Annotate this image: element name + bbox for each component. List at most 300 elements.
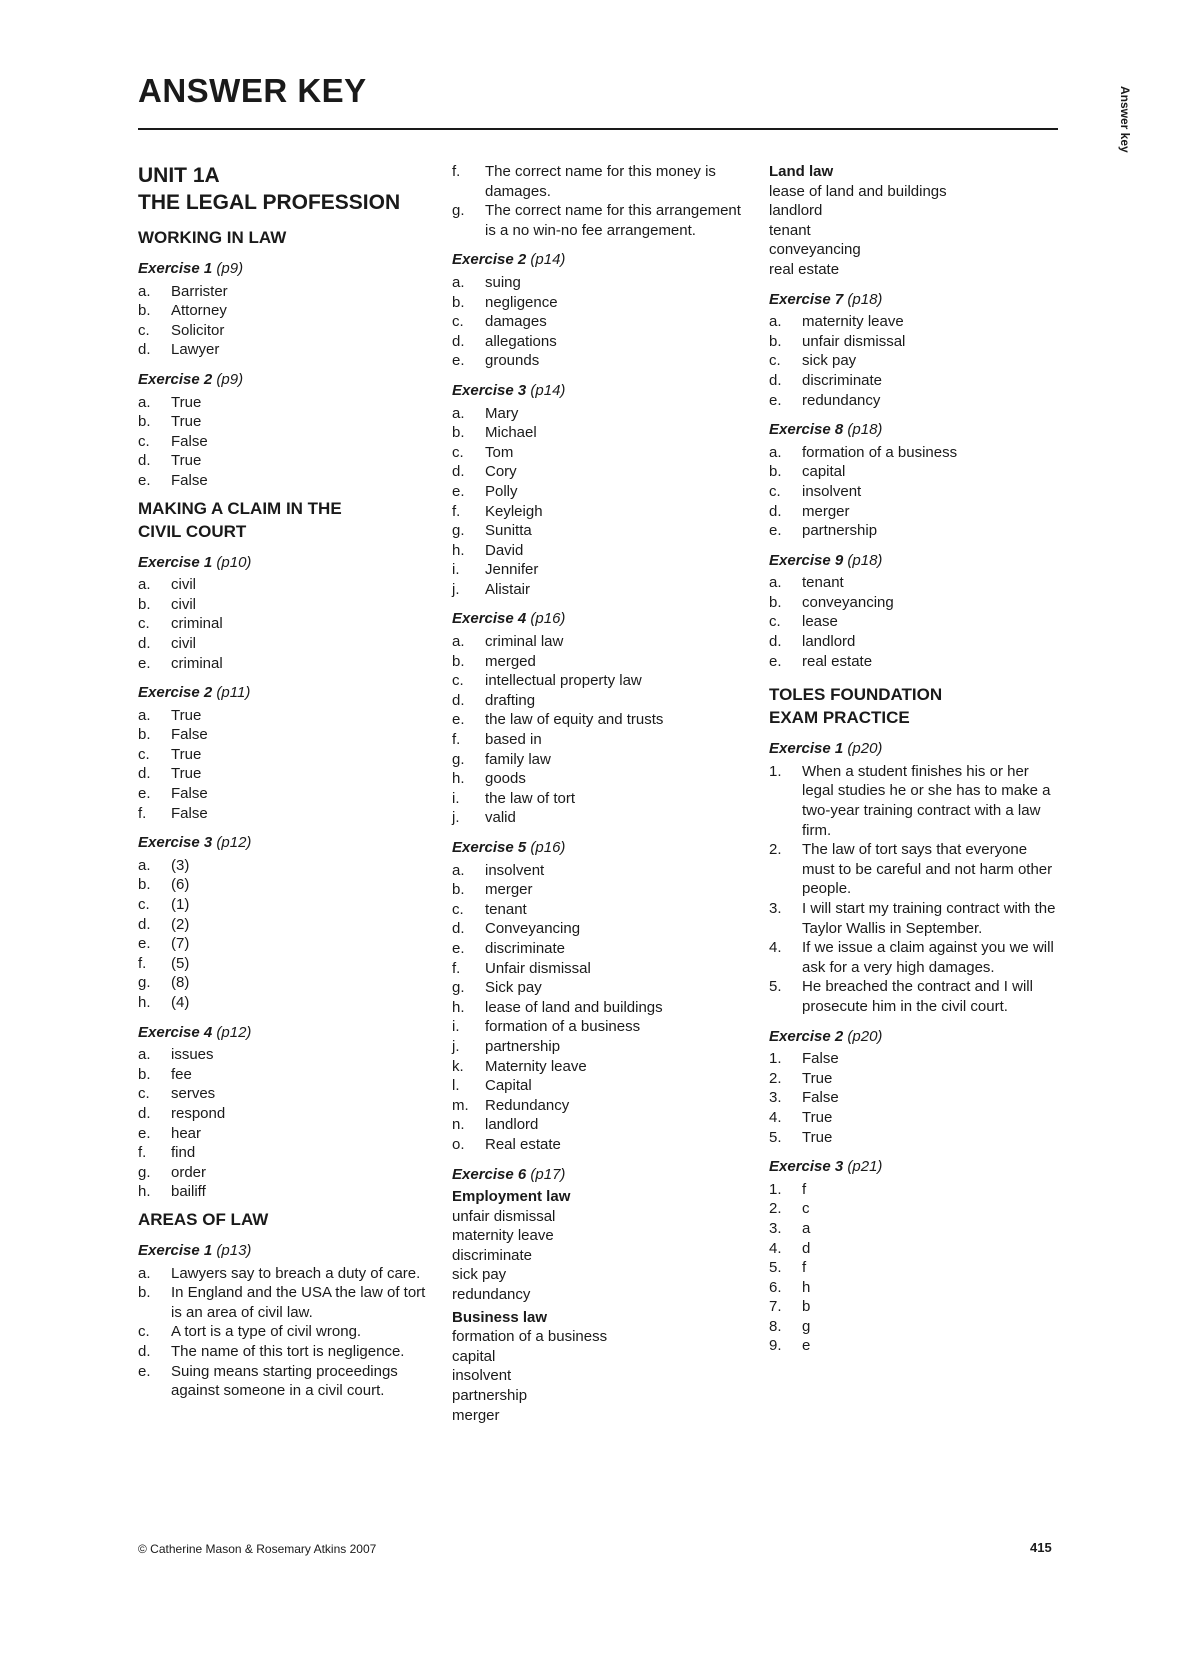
list-item: landlord <box>769 202 823 220</box>
answer-label: a. <box>769 313 782 331</box>
answer-text: True <box>171 393 202 411</box>
category-heading: Employment law <box>452 1188 571 1206</box>
exercise-block <box>769 551 1059 672</box>
column-2 <box>452 162 742 1425</box>
answer-text: False <box>171 726 208 744</box>
answer-item <box>138 875 428 895</box>
answer-item <box>138 634 428 654</box>
answer-text: bailiff <box>171 1183 206 1201</box>
answer-label: d. <box>138 341 151 359</box>
answer-label: a. <box>452 633 465 651</box>
answer-text: landlord <box>802 633 856 651</box>
list-item: partnership <box>452 1387 528 1405</box>
answer-item <box>138 451 428 471</box>
exercise-page-ref: (p20) <box>847 740 883 758</box>
list-item: redundancy <box>452 1286 531 1304</box>
answer-item <box>769 977 1059 1016</box>
answer-label: h. <box>138 1183 151 1201</box>
answer-label: 5. <box>769 978 782 996</box>
answer-item <box>769 573 1059 593</box>
answer-text: True <box>171 745 202 763</box>
answer-label: f. <box>138 1144 147 1162</box>
answer-label: c. <box>138 896 150 914</box>
answer-label: e. <box>138 935 151 953</box>
answer-label: j. <box>452 809 460 827</box>
answer-label: a. <box>138 706 151 724</box>
title-rule <box>138 128 1058 130</box>
column-1 <box>138 162 428 1401</box>
answer-label: d. <box>138 452 151 470</box>
answer-item <box>769 840 1059 899</box>
answer-item <box>452 293 742 313</box>
answer-item <box>138 301 428 321</box>
answer-text: hear <box>171 1124 202 1142</box>
answer-item <box>769 1180 1059 1200</box>
answer-item <box>138 1104 428 1124</box>
list-item: real estate <box>769 260 840 278</box>
answer-text: a <box>802 1219 811 1237</box>
answer-item <box>138 934 428 954</box>
answer-label: a. <box>138 282 151 300</box>
answer-label: d. <box>452 332 465 350</box>
exercise-heading <box>769 1157 1059 1177</box>
answer-text: grounds <box>485 352 540 370</box>
answer-text: civil <box>171 576 196 594</box>
answer-label: 3. <box>769 900 782 917</box>
answer-label: c. <box>769 352 781 370</box>
answer-label: c. <box>138 321 150 339</box>
answer-label: 9. <box>769 1337 782 1355</box>
answer-label: e. <box>138 785 151 803</box>
answer-text: based in <box>485 731 542 749</box>
answer-label: j. <box>452 580 460 598</box>
exercise-page-ref: (p13) <box>216 1241 252 1259</box>
answer-text: capital <box>802 463 846 481</box>
answer-text: intellectual property law <box>485 672 642 690</box>
answer-label: a. <box>138 856 151 874</box>
answer-text: tenant <box>802 574 844 592</box>
answer-item <box>138 575 428 595</box>
answer-item <box>452 939 742 959</box>
answer-item <box>769 391 1059 411</box>
exercise-title: Exercise 6 <box>452 1165 527 1183</box>
answer-text: True <box>171 452 202 470</box>
answer-text: e <box>802 1337 811 1355</box>
answer-text: Keyleigh <box>485 502 543 520</box>
answer-text: Conveyancing <box>485 920 581 938</box>
exercise-heading <box>138 833 428 853</box>
answer-text: suing <box>485 273 521 291</box>
answer-item <box>138 1322 428 1342</box>
answer-item <box>138 804 428 824</box>
answer-text: (2) <box>171 915 190 933</box>
answer-text: lease of land and buildings <box>485 998 663 1016</box>
answer-label: d. <box>138 634 151 652</box>
answer-item <box>769 521 1059 541</box>
answer-text: The law of tort says that everyone must to be careful and not harm other people. <box>802 841 1053 898</box>
exercise-title: Exercise 1 <box>769 740 844 758</box>
exercise-title: Exercise 1 <box>138 260 213 277</box>
answer-item <box>769 1199 1059 1219</box>
answer-text: the law of tort <box>485 789 576 807</box>
answer-item <box>452 652 742 672</box>
answer-text: h <box>802 1278 811 1296</box>
exercise-heading <box>769 420 1059 440</box>
answer-label: e. <box>452 939 465 957</box>
answer-text: False <box>802 1050 839 1068</box>
section-title: AREAS OF LAW <box>138 1209 269 1229</box>
answer-label: 6. <box>769 1278 782 1296</box>
answer-item <box>769 1069 1059 1089</box>
answer-text: tenant <box>485 900 527 918</box>
answer-label: 2. <box>769 841 782 859</box>
answer-text: criminal law <box>485 633 564 651</box>
answer-label: e. <box>769 652 782 670</box>
answer-text: True <box>171 706 202 724</box>
answer-text: True <box>802 1108 833 1126</box>
answer-item <box>452 201 742 240</box>
answer-label: d. <box>769 371 782 389</box>
exercise-heading <box>769 551 1059 571</box>
answer-text: Redundancy <box>485 1096 570 1114</box>
answer-item <box>769 632 1059 652</box>
exercise-block <box>769 290 1059 411</box>
answer-text: True <box>171 413 202 431</box>
answer-item <box>769 332 1059 352</box>
answer-item <box>452 959 742 979</box>
answer-item <box>452 808 742 828</box>
answer-item <box>138 393 428 413</box>
page-number: 415 <box>1030 1540 1052 1555</box>
answer-label: c. <box>769 482 781 500</box>
answer-item <box>452 919 742 939</box>
answer-text: f <box>802 1259 807 1277</box>
answer-label: h. <box>138 994 151 1011</box>
list-item: tenant <box>769 221 811 239</box>
answer-item <box>452 541 742 561</box>
answer-item <box>138 1163 428 1183</box>
answer-label: b. <box>138 595 151 613</box>
answer-label: 8. <box>769 1317 782 1335</box>
exercise-heading <box>452 381 742 401</box>
answer-label: g. <box>452 979 465 997</box>
answer-item <box>769 1219 1059 1239</box>
answer-text: maternity leave <box>802 313 904 331</box>
answer-text: Michael <box>485 424 537 442</box>
exercise-heading <box>138 259 428 279</box>
answer-item <box>452 351 742 371</box>
answer-label: 1. <box>769 1050 782 1068</box>
answer-text: A tort is a type of civil wrong. <box>171 1323 362 1341</box>
answer-text: issues <box>171 1046 214 1064</box>
answer-label: d. <box>769 502 782 520</box>
exercise-page-ref: (p16) <box>530 839 566 856</box>
answer-text: f <box>802 1180 807 1198</box>
answer-text: b <box>802 1298 811 1316</box>
answer-label: a. <box>452 273 465 291</box>
answer-label: 4. <box>769 939 782 957</box>
answer-label: 2. <box>769 1069 782 1087</box>
exercise-page-ref: (p12) <box>216 834 252 852</box>
answer-text: damages <box>485 313 547 331</box>
answer-item <box>138 725 428 745</box>
answer-label: 5. <box>769 1259 782 1277</box>
answer-text: discriminate <box>485 939 566 957</box>
exercise-title: Exercise 5 <box>452 839 527 856</box>
answer-text: respond <box>171 1104 226 1122</box>
exercise-page-ref: (p21) <box>847 1158 883 1176</box>
answer-text: redundancy <box>802 391 881 409</box>
answer-text: The correct name for this money is damages. <box>485 163 716 200</box>
answer-item <box>452 580 742 600</box>
answer-label: d. <box>452 691 465 709</box>
answer-text: In England and the USA the law of tort is an area of civil law. <box>171 1284 426 1321</box>
exercise-title: Exercise 7 <box>769 290 844 308</box>
answer-text: (7) <box>171 935 190 953</box>
exercise-page-ref: (p18) <box>847 290 883 308</box>
exercise-block <box>138 370 428 491</box>
answer-text: Sunitta <box>485 522 532 540</box>
answer-label: c. <box>138 615 150 633</box>
answer-text: (1) <box>171 896 190 914</box>
answer-label: a. <box>452 861 465 879</box>
answer-item <box>452 1057 742 1077</box>
answer-item <box>452 1076 742 1096</box>
answer-label: d. <box>769 633 782 651</box>
answer-label: 7. <box>769 1298 782 1316</box>
list-item: merger <box>452 1406 500 1424</box>
answer-label: c. <box>138 1323 150 1341</box>
exercise-heading <box>138 683 428 703</box>
answer-label: m. <box>452 1096 469 1114</box>
answer-label: g. <box>138 974 151 992</box>
answer-item <box>452 273 742 293</box>
plain-list <box>452 1327 742 1425</box>
answer-label: d. <box>452 463 465 481</box>
answer-item <box>769 1258 1059 1278</box>
answer-text: merger <box>485 881 533 899</box>
answer-label: a. <box>769 574 782 592</box>
exercise-heading <box>452 838 742 858</box>
answer-label: c. <box>769 613 781 631</box>
answer-label: f. <box>452 731 461 749</box>
answer-text: negligence <box>485 293 558 311</box>
answer-text: True <box>171 765 202 783</box>
answer-item <box>452 691 742 711</box>
exercise-page-ref: (p18) <box>847 551 883 569</box>
answer-label: b. <box>452 424 465 442</box>
answer-text: Alistair <box>485 580 531 598</box>
answer-label: e. <box>452 482 465 500</box>
answer-text: allegations <box>485 332 557 350</box>
answer-item <box>452 1017 742 1037</box>
answer-text: Solicitor <box>171 321 225 339</box>
answer-label: b. <box>138 1284 151 1302</box>
answer-item <box>769 1336 1059 1356</box>
answer-item <box>452 632 742 652</box>
answer-text: I will start my training contract with the Taylor Wallis in September. <box>802 900 1056 937</box>
answer-text: insolvent <box>485 861 545 879</box>
answer-label: h. <box>452 998 465 1016</box>
plain-list <box>452 1207 742 1305</box>
answer-text: drafting <box>485 691 536 709</box>
category-heading: Business law <box>452 1308 548 1326</box>
answer-item <box>138 954 428 974</box>
answer-text: If we issue a claim against you we will ask for a very high damages. <box>802 939 1054 976</box>
answer-label: 5. <box>769 1128 782 1146</box>
answer-label: j. <box>452 1037 460 1055</box>
answer-text: c <box>802 1200 810 1218</box>
answer-label: h. <box>452 541 465 559</box>
answer-item <box>769 762 1059 840</box>
answer-item <box>138 412 428 432</box>
answer-text: Barrister <box>171 282 228 300</box>
exercise-title: Exercise 2 <box>452 251 527 269</box>
list-item: formation of a business <box>452 1328 608 1346</box>
answer-label: b. <box>138 302 151 320</box>
exercise-block <box>452 250 742 371</box>
exercise-page-ref: (p14) <box>530 381 566 399</box>
answer-label: b. <box>769 463 782 481</box>
answer-label: c. <box>138 745 150 763</box>
answer-item <box>769 462 1059 482</box>
answer-text: civil <box>171 595 196 613</box>
answer-text: family law <box>485 750 551 768</box>
exercise-block <box>769 420 1059 541</box>
answer-text: Sick pay <box>485 979 542 997</box>
answer-label: 2. <box>769 1200 782 1218</box>
answer-text: merger <box>802 502 850 520</box>
exercise-block <box>452 609 742 828</box>
answer-label: e. <box>769 522 782 540</box>
answer-label: e. <box>138 1362 151 1380</box>
answer-text: False <box>171 804 208 822</box>
answer-label: a. <box>452 404 465 422</box>
answer-label: c. <box>452 443 464 461</box>
answer-item <box>138 321 428 341</box>
answer-item <box>138 1342 428 1362</box>
answer-label: f. <box>452 163 461 180</box>
exercise-page-ref: (p10) <box>216 553 252 571</box>
answer-label: 4. <box>769 1239 782 1257</box>
answer-item <box>138 282 428 302</box>
exercise-title: Exercise 3 <box>138 834 213 852</box>
footer-copyright: © Catherine Mason & Rosemary Atkins 2007 <box>138 1542 377 1556</box>
answer-text: Cory <box>485 463 517 481</box>
answer-label: o. <box>452 1135 465 1153</box>
answer-label: b. <box>769 593 782 611</box>
exercise-page-ref: (p9) <box>216 260 244 277</box>
answer-label: h. <box>452 770 465 788</box>
answer-label: k. <box>452 1057 464 1075</box>
answer-item <box>452 312 742 332</box>
exercise-page-ref: (p11) <box>216 684 251 702</box>
answer-item <box>138 1045 428 1065</box>
answer-label: f. <box>452 502 461 520</box>
answer-text: Lawyer <box>171 341 220 359</box>
answer-text: Real estate <box>485 1135 561 1153</box>
answer-item <box>452 880 742 900</box>
answer-item <box>138 1065 428 1085</box>
answer-text: False <box>802 1089 839 1107</box>
answer-text: (8) <box>171 974 190 992</box>
exercise-title: Exercise 9 <box>769 551 844 569</box>
answer-item <box>138 784 428 804</box>
answer-text: Tom <box>485 443 514 461</box>
exercise-block <box>138 553 428 674</box>
answer-item <box>138 764 428 784</box>
answer-item <box>138 745 428 765</box>
answer-label: d. <box>138 1104 151 1122</box>
answer-item <box>769 938 1059 977</box>
answer-label: d. <box>138 1342 151 1360</box>
answer-item <box>769 593 1059 613</box>
exercise-block <box>769 1027 1059 1148</box>
answer-item <box>138 1143 428 1163</box>
unit-title: UNIT 1A THE LEGAL PROFESSION <box>138 164 401 214</box>
answer-label: d. <box>138 915 151 933</box>
answer-item <box>769 1088 1059 1108</box>
exercise-title: Exercise 2 <box>138 684 213 702</box>
answer-item <box>138 654 428 674</box>
answer-label: f. <box>452 959 461 977</box>
answer-item <box>769 1239 1059 1259</box>
answer-label: b. <box>452 293 465 311</box>
answer-text: The name of this tort is negligence. <box>171 1342 405 1360</box>
list-item: maternity leave <box>452 1227 554 1245</box>
answer-label: b. <box>138 726 151 744</box>
answer-item <box>138 614 428 634</box>
exercise-page-ref: (p12) <box>216 1023 252 1041</box>
answer-label: a. <box>138 1046 151 1064</box>
continued-items <box>452 162 742 240</box>
answer-label: i. <box>452 1018 460 1036</box>
answer-label: c. <box>452 672 464 690</box>
exercise-title: Exercise 1 <box>138 1241 213 1259</box>
exercise-page-ref: (p18) <box>847 421 883 439</box>
answer-item <box>138 856 428 876</box>
answer-text: find <box>171 1144 196 1162</box>
exercise-title: Exercise 2 <box>138 370 213 388</box>
answer-item <box>452 710 742 730</box>
answer-item <box>452 332 742 352</box>
answer-item <box>452 502 742 522</box>
exercise-block <box>452 381 742 600</box>
answer-text: Attorney <box>171 302 227 320</box>
answer-label: e. <box>769 391 782 409</box>
section-title: TOLES FOUNDATION EXAM PRACTICE <box>769 685 943 728</box>
answer-text: formation of a business <box>485 1018 641 1036</box>
answer-text: (6) <box>171 876 190 894</box>
answer-text: He breached the contract and I will prosecute him in the civil court. <box>802 978 1033 1015</box>
answer-label: g. <box>452 750 465 768</box>
answer-item <box>452 769 742 789</box>
exercise-title: Exercise 4 <box>138 1023 213 1041</box>
answer-text: landlord <box>485 1116 539 1134</box>
answer-text: Maternity leave <box>485 1057 587 1075</box>
answer-text: g <box>802 1317 811 1335</box>
exercise-heading <box>138 553 428 573</box>
answer-item <box>138 706 428 726</box>
answer-text: False <box>171 432 208 450</box>
answer-text: (3) <box>171 856 190 874</box>
exercise-block <box>138 259 428 360</box>
answer-item <box>769 1108 1059 1128</box>
exercise-heading <box>769 1027 1059 1047</box>
answer-label: b. <box>138 876 151 894</box>
exercise-title: Exercise 1 <box>138 553 213 571</box>
answer-text: Lawyers say to breach a duty of care. <box>171 1264 421 1282</box>
